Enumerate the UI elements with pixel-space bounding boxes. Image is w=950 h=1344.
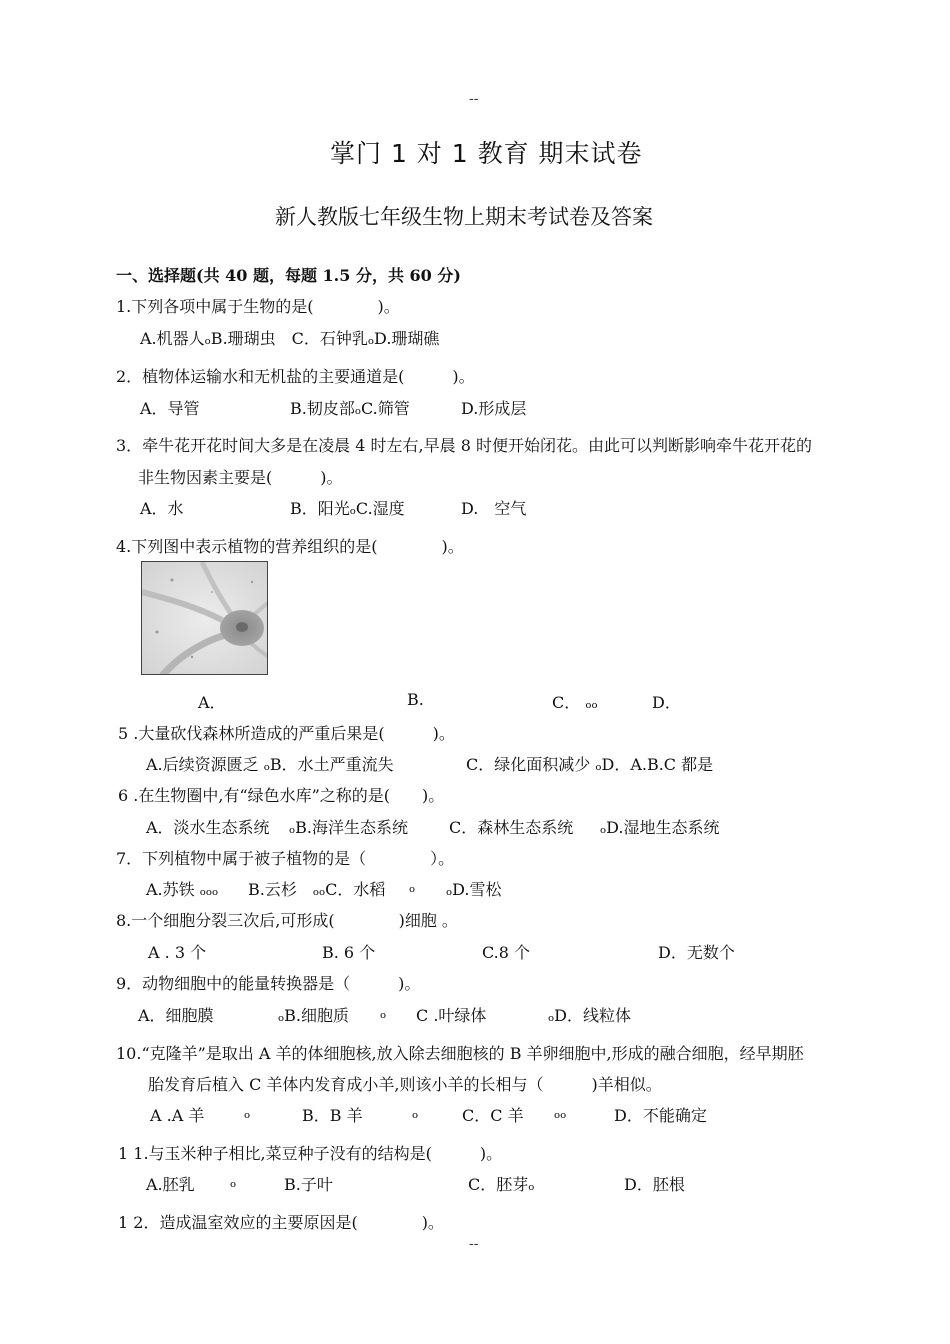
q3-option-a: A．水	[140, 499, 184, 518]
q11-option-b: B.子叶	[284, 1175, 333, 1194]
q4-option-c: C． ₒₒ	[552, 693, 598, 712]
q7-option-sep: ₒ	[409, 877, 416, 896]
q10-option-sep1: ₒ	[244, 1103, 251, 1122]
q5-option-cd: C．绿化面积减少 ₒD．A.B.C 都是	[466, 755, 714, 774]
q10-option-d: D．不能确定	[614, 1106, 707, 1125]
question-5: 5 .大量砍伐森林所造成的严重后果是( )。	[118, 724, 455, 743]
q11-option-sep: ₒ	[230, 1172, 237, 1191]
question-6: 6 .在生物圈中,有“绿色水库”之称的是( )。	[118, 786, 445, 805]
question-3: 3．牵牛花开花时间大多是在凌晨 4 时左右,早晨 8 时便开始闭花。由此可以判断影响牵牛花开花的	[116, 436, 812, 455]
question-8: 8.一个细胞分裂三次后,可形成( )细胞 。	[116, 911, 458, 930]
q11-option-a: A.胚乳	[146, 1175, 195, 1194]
q2-option-bc: B.韧皮部ₒC.筛管	[290, 399, 410, 418]
footer-mark: --	[469, 1236, 479, 1252]
page-title: 掌门 1 对 1 教育 期末试卷	[330, 139, 643, 168]
section-heading: 一、选择题(共 40 题，每题 1.5 分，共 60 分)	[116, 266, 461, 285]
q10-option-sep3: ₒₒ	[554, 1103, 567, 1122]
q6-option-d: ₒD.湿地生态系统	[600, 818, 720, 837]
q4-option-d: D．	[652, 693, 681, 712]
q6-option-a: A．淡水生态系统	[146, 818, 270, 837]
question-3-cont: 非生物因素主要是( )。	[138, 468, 343, 487]
q3-option-bc: B．阳光ₒC.湿度	[290, 499, 405, 518]
question-10-cont: 胎发育后植入 C 羊体内发育成小羊,则该小羊的长相与（ )羊相似。	[148, 1075, 662, 1094]
question-1: 1.下列各项中属于生物的是( )。	[116, 297, 400, 316]
header-mark: --	[469, 91, 479, 107]
q10-option-c: C．C 羊	[462, 1106, 524, 1125]
q7-option-a: A.苏铁 ₒₒₒ	[146, 880, 219, 899]
question-2: 2．植物体运输水和无机盐的主要通道是( )。	[116, 367, 475, 386]
q3-option-d: D. 空气	[461, 499, 527, 518]
q8-option-a: A . 3 个	[148, 943, 207, 962]
q9-option-d: ₒD．线粒体	[548, 1006, 631, 1025]
q2-option-d: D.形成层	[461, 399, 527, 418]
neuron-cell-drawing	[142, 562, 268, 675]
q8-option-c: C.8 个	[482, 943, 531, 962]
q7-option-bc: B.云杉 ₒₒC．水稻	[248, 880, 386, 899]
q5-option-ab: A.后续资源匮乏 ₒB．水土严重流失	[146, 755, 394, 774]
q4-option-b: B.	[407, 690, 424, 709]
q8-option-b: B. 6 个	[322, 943, 376, 962]
question-4: 4.下列图中表示植物的营养组织的是( )。	[116, 537, 464, 556]
page-subtitle: 新人教版七年级生物上期末考试卷及答案	[275, 205, 653, 229]
question-11: 1 1.与玉米种子相比,菜豆种子没有的结构是( )。	[118, 1144, 503, 1163]
q6-option-c: C．森林生态系统	[449, 818, 574, 837]
q4-option-a: A．	[198, 693, 226, 712]
question-12: 1 2．造成温室效应的主要原因是( )。	[118, 1213, 444, 1232]
q11-option-d: D．胚根	[624, 1175, 685, 1194]
q10-option-sep2: ₒ	[412, 1103, 419, 1122]
q8-option-d: D．无数个	[658, 943, 735, 962]
q2-option-a: A．导管	[140, 399, 200, 418]
q1-options: A.机器人ₒB.珊瑚虫 C．石钟乳ₒD.珊瑚礁	[140, 329, 440, 348]
q11-option-c: C．胚芽ₒ	[468, 1175, 535, 1194]
q10-option-b: B．B 羊	[302, 1106, 363, 1125]
q10-option-a: A .A 羊	[150, 1106, 205, 1125]
question-10: 10.“克隆羊”是取出 A 羊的体细胞核,放入除去细胞核的 B 羊卵细胞中,形成的融合细胞，经早期胚	[116, 1044, 804, 1063]
q9-option-b: ₒB.细胞质	[278, 1006, 350, 1025]
cell-micrograph-image	[141, 561, 268, 675]
question-9: 9．动物细胞中的能量转换器是（ )。	[116, 974, 421, 993]
question-7: 7．下列植物中属于被子植物的是（ ）。	[116, 849, 455, 868]
q9-option-c: C .叶绿体	[416, 1006, 487, 1025]
q9-option-sep: ₒ	[380, 1003, 387, 1022]
q7-option-d: ₒD.雪松	[446, 880, 502, 899]
q6-option-b: ₒB.海洋生态系统	[289, 818, 409, 837]
q9-option-a: A．细胞膜	[138, 1006, 214, 1025]
